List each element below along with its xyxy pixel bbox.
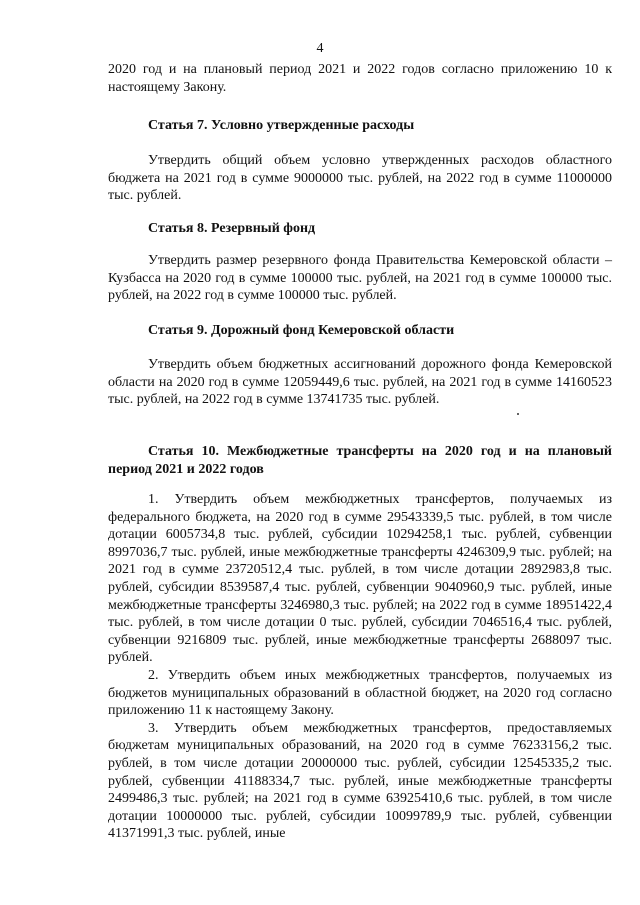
intro-text: 2020 год и на плановый период 2021 и 2022 годов согласно приложению 10 к настоящему Закону. xyxy=(108,62,612,95)
article-7-text: Утвердить общий объем условно утвержденных расходов областного бюджета на 2021 год в сумме 9000000 тыс. рублей, на 2022 год в сумме 11000000 тыс. рублей. xyxy=(108,153,612,204)
article-8-heading: Статья 8. Резервный фонд xyxy=(148,221,316,236)
article-9-body xyxy=(108,356,612,409)
article-8-heading-block xyxy=(108,220,612,238)
article-10-paragraph-1: 1. Утвердить объем межбюджетных трансфертов, получаемых из федерального бюджета, на 2020 год в сумме 29543339,5 тыс. рублей, в том числе дотации 6005734,8 тыс. рублей, субсидии 10294258,1 тыс. рублей, субвенции 8997036,7 тыс. рублей, иные межбюджетные трансферты 4246309,9 тыс. рублей; на 2021 год в сумме 23720512,4 тыс. рублей, в том числе дотации 2892983,8 тыс. рублей, субсидии 8539587,4 тыс. рублей, субвенции 9040960,9 тыс. рублей, иные межбюджетные трансферты 3246980,3 тыс. рублей; на 2022 год в сумме 18951422,4 тыс. рублей, в том числе дотации 0 тыс. рублей, субсидии 7046516,4 тыс. рублей, субвенции 9216809 тыс. рублей, иные межбюджетные трансферты 2688097 тыс. рублей. xyxy=(108,492,612,666)
intro-paragraph xyxy=(108,61,612,96)
page-number: 4 xyxy=(316,41,324,56)
article-9-heading: Статья 9. Дорожный фонд Кемеровской области xyxy=(148,323,455,338)
article-8-body xyxy=(108,252,612,305)
article-9-heading-block xyxy=(108,322,612,340)
article-10-paragraph-2: 2. Утвердить объем иных межбюджетных трансфертов, получаемых из бюджетов муниципальных образований в областной бюджет, на 2020 год согласно приложению 11 к настоящему Закону. xyxy=(108,667,612,719)
article-7-body xyxy=(108,152,612,205)
article-10-body xyxy=(108,491,612,843)
article-9-text: Утвердить объем бюджетных ассигнований дорожного фонда Кемеровской области на 2020 год в сумме 12059449,6 тыс. рублей, на 2021 год в сумме 14160523 тыс. рублей, на 2022 год в сумме 13741735 тыс. рублей. xyxy=(108,357,612,408)
article-10-heading: Статья 10. Межбюджетные трансферты на 2020 год и на плановый период 2021 и 2022 годов xyxy=(108,444,612,477)
article-10-paragraph-3: 3. Утвердить объем межбюджетных трансфертов, предоставляемых бюджетам муниципальных образований, на 2020 год в сумме 76233156,2 тыс. рублей, в том числе дотации 20000000 тыс. рублей, субсидии 12545335,2 тыс. рублей, субвенции 41188334,7 тыс. рублей, иные межбюджетные трансферты 2499486,3 тыс. рублей; на 2021 год в сумме 63925410,6 тыс. рублей, в том числе дотации 10000000 тыс. рублей, субсидии 10099789,9 тыс. рублей, субвенции 41371991,3 тыс. рублей, иные xyxy=(108,720,612,842)
article-7-heading: Статья 7. Условно утвержденные расходы xyxy=(148,118,415,133)
article-7-heading-block xyxy=(108,117,612,135)
article-10-heading-block xyxy=(108,443,612,478)
article-8-text: Утвердить размер резервного фонда Правительства Кемеровской области – Кузбасса на 2020 год в сумме 100000 тыс. рублей, на 2021 год в сумме 100000 тыс. рублей, на 2022 год в сумме 100000 тыс. рублей. xyxy=(108,253,612,304)
stray-mark xyxy=(517,413,519,415)
